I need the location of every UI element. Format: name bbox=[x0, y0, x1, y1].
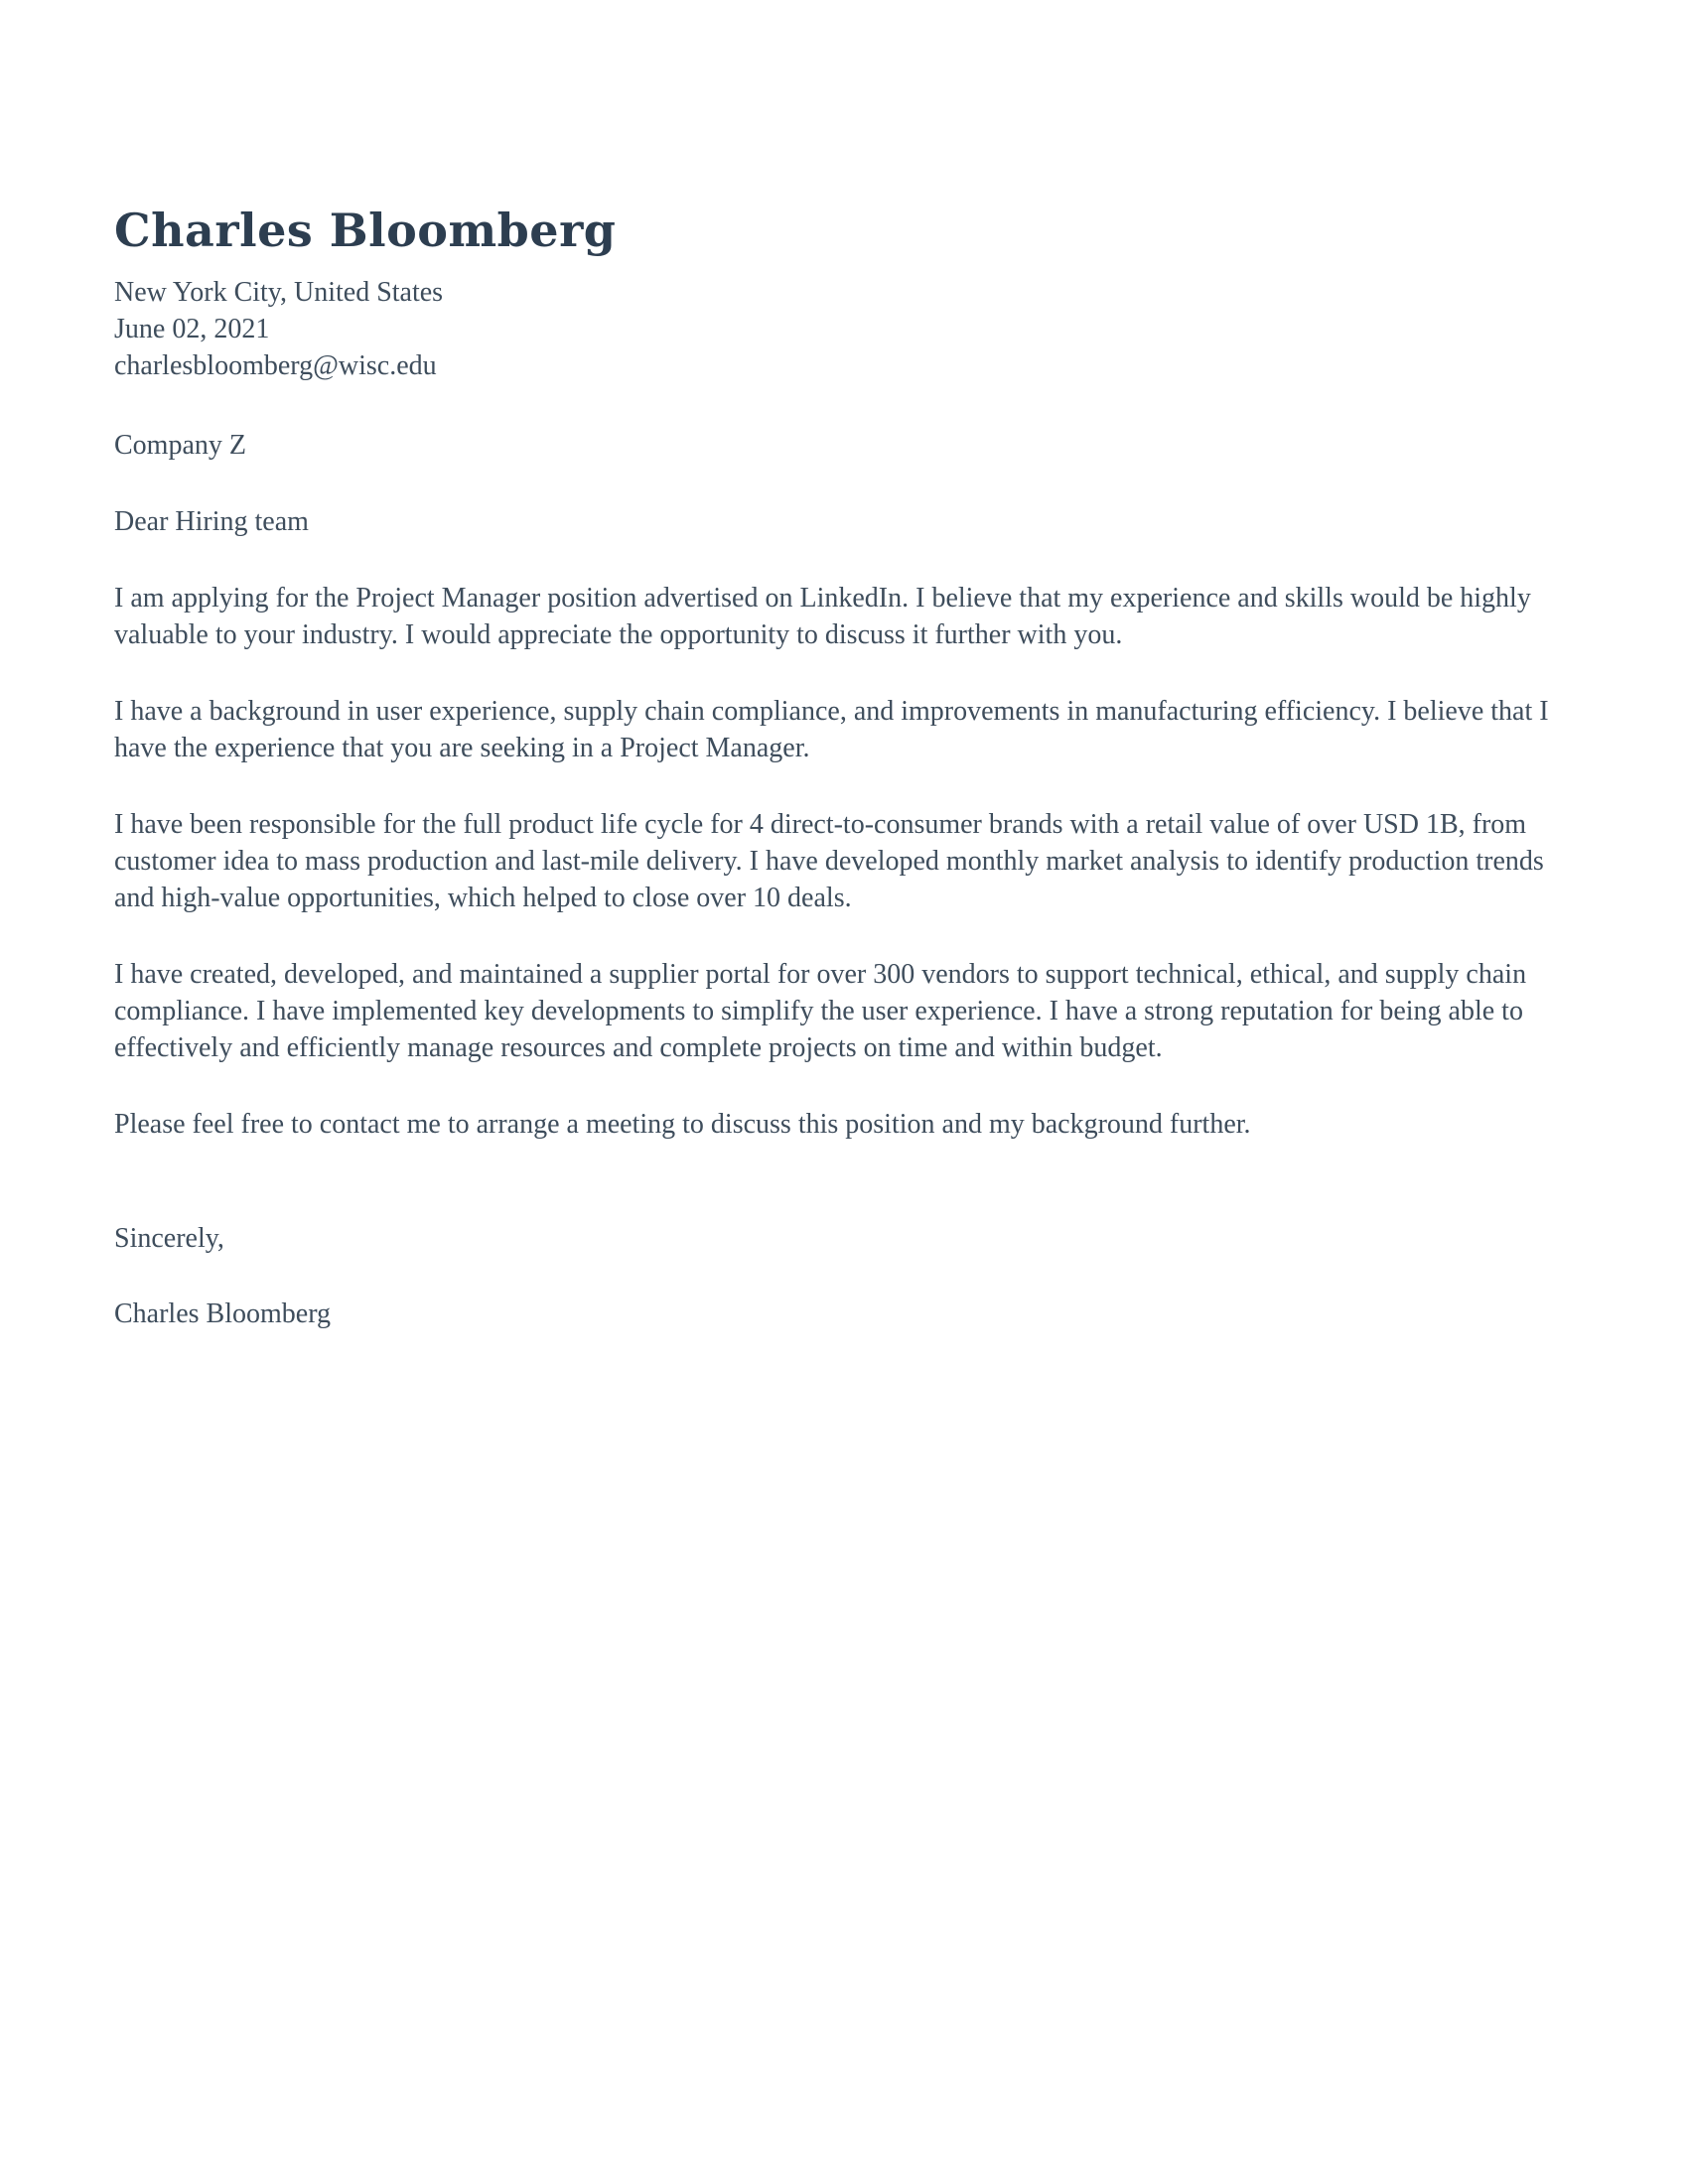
sender-email: charlesbloomberg@wisc.edu bbox=[114, 350, 437, 382]
body-paragraph: Please feel free to contact me to arrange a meeting to discuss this position and my background further. bbox=[114, 1109, 1251, 1141]
salutation: Dear Hiring team bbox=[114, 506, 309, 538]
body-paragraph: I am applying for the Project Manager position advertised on LinkedIn. I believe that my experience and skills would be highly valuable to your industry. I would appreciate the opportunity to discuss it further with you. bbox=[114, 583, 1531, 651]
sender-location: New York City, United States bbox=[114, 277, 444, 309]
sender-date: June 02, 2021 bbox=[114, 314, 270, 345]
body-paragraph: I have been responsible for the full product life cycle for 4 direct-to-consumer brands with a retail value of over USD 1B, from customer idea to mass production and last-mile delivery. I have developed monthly market analysis to identify production trends and high-value opportunities, which helped to close over 10 deals. bbox=[114, 809, 1544, 914]
signature-name: Charles Bloomberg bbox=[114, 1298, 332, 1330]
recipient-name: Company Z bbox=[114, 430, 246, 462]
letter-content bbox=[114, 204, 1571, 1332]
closing: Sincerely, bbox=[114, 1223, 224, 1255]
body-paragraph: I have created, developed, and maintained a supplier portal for over 300 vendors to support technical, ethical, and supply chain compliance. I have implemented key developments to simplify the user experience. I have a strong reputation for being able to effectively and efficiently manage resources and complete projects on time and within budget. bbox=[114, 959, 1527, 1064]
sender-name: Charles Bloomberg bbox=[114, 204, 617, 257]
body-paragraph: I have a background in user experience, supply chain compliance, and improvements in manufacturing efficiency. I believe that I have the experience that you are seeking in a Project Manager. bbox=[114, 696, 1549, 764]
letter-header bbox=[114, 204, 1571, 384]
